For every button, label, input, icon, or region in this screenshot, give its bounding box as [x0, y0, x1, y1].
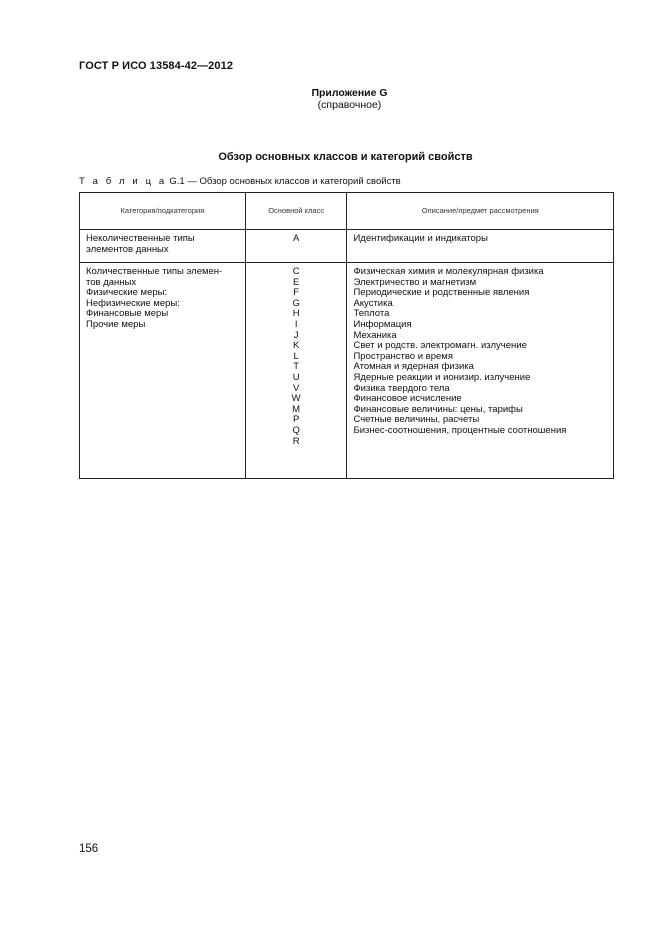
cell-line: элементов данных	[86, 243, 169, 255]
document-code: ГОСТ Р ИСО 13584-42—2012	[79, 60, 234, 72]
table-row	[80, 230, 614, 263]
cell-line: P	[292, 414, 300, 426]
cell-line: Ядерные реакции и ионизир. излучение	[353, 371, 531, 383]
cell-line: Неколичественные типы	[86, 233, 195, 244]
header-category	[80, 193, 246, 230]
header-category-label: Категория/подкатегория	[120, 205, 205, 215]
section-title: Обзор основных классов и категорий свойств	[218, 151, 473, 163]
properties-table	[79, 192, 614, 479]
cell-line: H	[292, 308, 300, 320]
table-caption	[79, 176, 401, 187]
cell-line: Бизнес-соотношения, процентные соотношения	[353, 424, 567, 436]
table-header-row	[80, 193, 614, 230]
table-caption-prefix: Т а б л и ц а	[79, 176, 167, 187]
cell-line: Физика твердого тела	[353, 382, 450, 394]
cell-line: Q	[292, 424, 300, 436]
table-caption-text: G.1 — Обзор основных классов и категорий свойств	[169, 176, 401, 187]
cell-line: тов данных	[86, 276, 137, 288]
cell-line: Счетные величины, расчеты	[353, 414, 480, 426]
row2-class-list	[246, 267, 347, 447]
cell-line: U	[292, 371, 300, 383]
row2-description-cell	[347, 263, 614, 479]
cell-line: Пространство и время	[353, 350, 453, 362]
row1-category-cell	[80, 230, 246, 263]
cell-line: Финансовые величины: цены, тарифы	[353, 403, 523, 415]
cell-line: Прочие меры	[86, 318, 146, 330]
cell-line: Электричество и магнетизм	[353, 276, 477, 288]
cell-line: V	[292, 382, 300, 394]
cell-line: Финансовое исчисление	[353, 393, 462, 405]
cell-line: L	[293, 350, 299, 362]
cell-line: Идентификации и индикаторы	[353, 233, 488, 244]
row1-category-list	[86, 234, 245, 255]
cell-line: Количественные типы элемен-	[86, 266, 223, 277]
annex-heading	[0, 87, 661, 111]
header-class-label: Основной класс	[268, 205, 325, 215]
cell-line: Свет и родств. электромагн. излучение	[353, 340, 527, 352]
cell-line: K	[292, 340, 300, 352]
cell-line: C	[292, 266, 300, 277]
cell-line: Финансовые меры	[86, 308, 169, 320]
header-description	[347, 193, 614, 230]
cell-line: Механика	[353, 329, 397, 341]
header-description-label: Описание/предмет рассмотрения	[421, 205, 539, 215]
cell-line: W	[291, 393, 301, 405]
cell-line: Физическая химия и молекулярная физика	[353, 266, 544, 277]
cell-line: Акустика	[353, 297, 393, 309]
row1-description-cell	[347, 230, 614, 263]
cell-line: I	[294, 318, 298, 330]
cell-line: R	[292, 435, 300, 447]
cell-line: Нефизические меры:	[86, 297, 180, 309]
row2-class-cell	[245, 263, 347, 479]
cell-line: A	[292, 233, 300, 244]
cell-line: F	[293, 287, 300, 299]
cell-line: G	[292, 297, 300, 309]
cell-line: Атомная и ядерная физика	[353, 361, 474, 373]
annex-subtitle: (справочное)	[317, 99, 382, 111]
row1-class-list	[246, 234, 347, 245]
header-class	[245, 193, 347, 230]
cell-line: E	[292, 276, 300, 288]
page-number: 156	[79, 843, 99, 855]
row2-category-list	[86, 267, 245, 331]
row2-category-cell	[80, 263, 246, 479]
table-row	[80, 263, 614, 479]
cell-line: M	[292, 403, 301, 415]
cell-line: Периодические и родственные явления	[353, 287, 530, 299]
annex-title: Приложение G	[311, 87, 388, 99]
cell-line: J	[293, 329, 299, 341]
row1-class-cell	[245, 230, 347, 263]
row1-description-list	[353, 234, 613, 245]
cell-line: Физические меры:	[86, 287, 168, 299]
cell-line: Информация	[353, 318, 412, 330]
cell-line: Теплота	[353, 308, 390, 320]
row2-description-list	[353, 267, 613, 437]
cell-line: T	[293, 361, 300, 373]
